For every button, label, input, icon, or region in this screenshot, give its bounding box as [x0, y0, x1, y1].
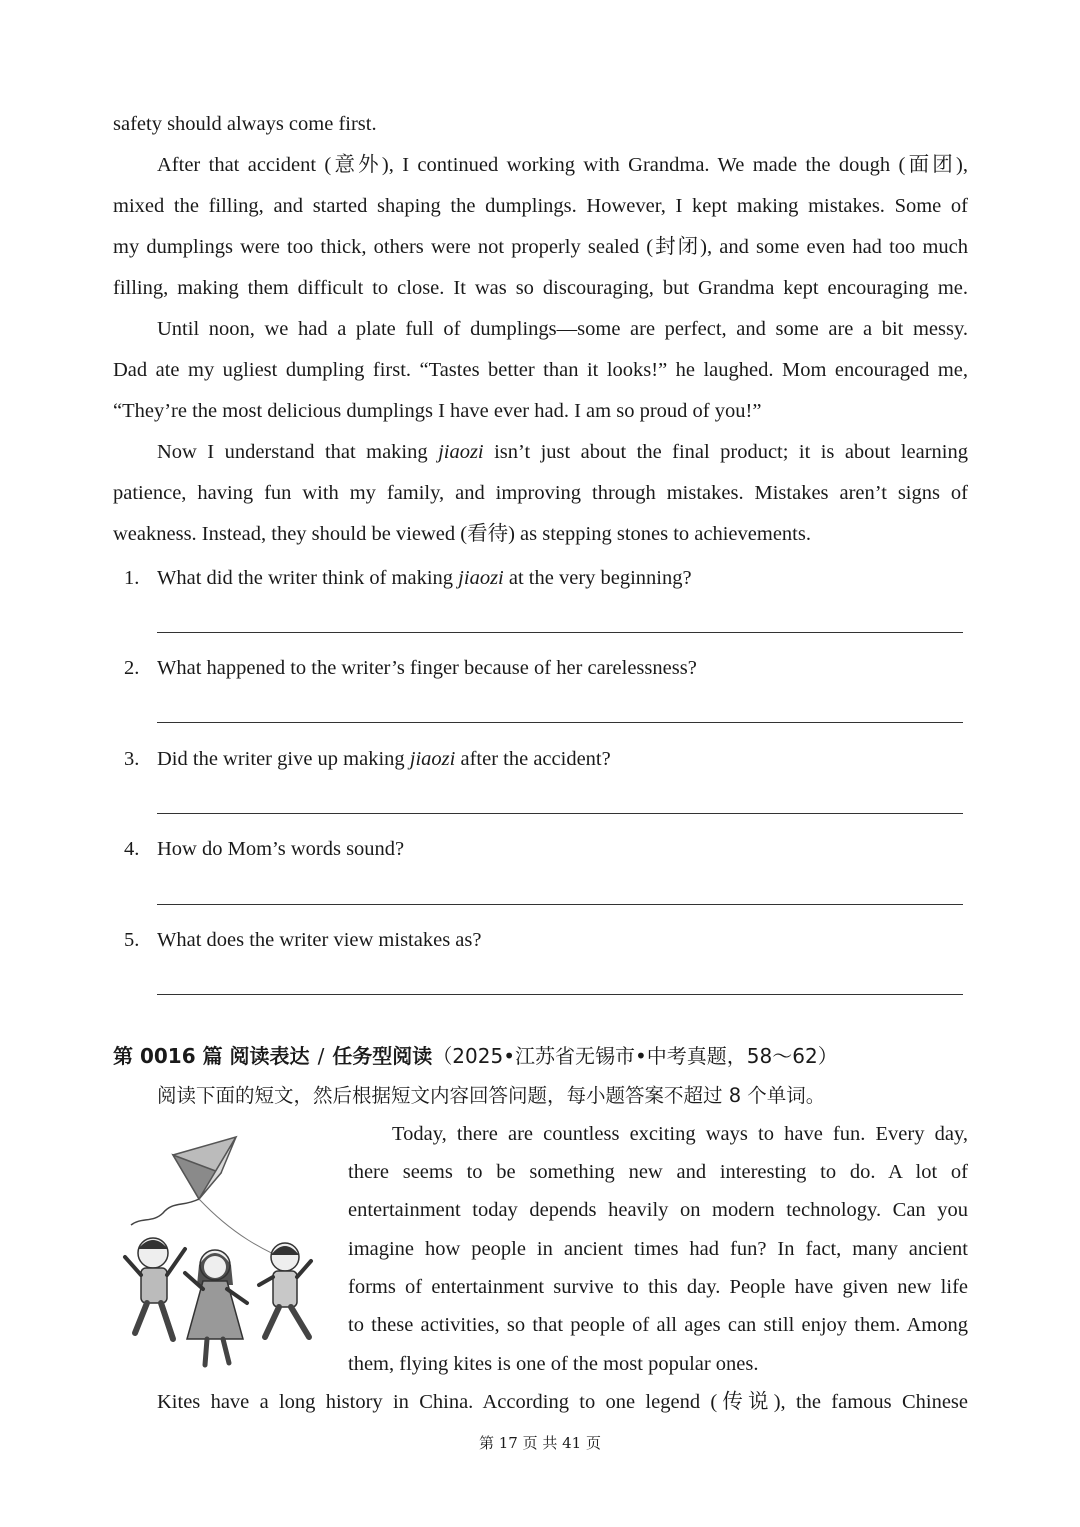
passage-line: my dumplings were too thick, others were not properly sealed (封闭), and some even had too much	[113, 236, 968, 258]
answer-line-3[interactable]	[157, 813, 963, 814]
passage-line: to these activities, so that people of all ages can still enjoy them. Among	[348, 1314, 968, 1336]
girl-figure	[259, 1243, 311, 1337]
passage-line: Kites have a long history in China. According to one legend (传说), the famous Chinese	[157, 1391, 968, 1413]
passage-line: filling, making them difficult to close. It was so discouraging, but Grandma kept encouraging me.	[113, 277, 968, 299]
passage-line: patience, having fun with my family, and improving through mistakes. Mistakes aren’t signs of	[113, 482, 968, 504]
passage-line: Dad ate my ugliest dumpling first. “Tastes better than it looks!” he laughed. Mom encouraged me,	[113, 359, 968, 381]
passage-line: safety should always come first.	[113, 113, 377, 135]
passage-line: imagine how people in ancient times had fun? In fact, many ancient	[348, 1238, 968, 1260]
passage-line: “They’re the most delicious dumplings I have ever had. I am so proud of you!”	[113, 400, 762, 422]
passage-line: forms of entertainment survive to this day. People have given new life	[348, 1276, 968, 1298]
children-flying-kite-illustration	[113, 1125, 333, 1375]
passage-line: there seems to be something new and interesting to do. A lot of	[348, 1161, 968, 1183]
question-5: 5. What does the writer view mistakes as?	[124, 929, 482, 951]
section-heading: 第 0016 篇 阅读表达 / 任务型阅读（2025•江苏省无锡市•中考真题，58～62）	[113, 1044, 838, 1068]
question-4: 4. How do Mom’s words sound?	[124, 838, 405, 860]
question-2: 2. What happened to the writer’s finger because of her carelessness?	[124, 657, 697, 679]
passage-line: them, flying kites is one of the most popular ones.	[348, 1353, 759, 1375]
passage-line: Today, there are countless exciting ways to have fun. Every day,	[392, 1123, 968, 1145]
section-instruction: 阅读下面的短文，然后根据短文内容回答问题，每小题答案不超过 8 个单词。	[157, 1084, 826, 1107]
answer-line-4[interactable]	[157, 904, 963, 905]
question-3: 3. Did the writer give up making jiaozi after the accident?	[124, 748, 611, 770]
answer-line-5[interactable]	[157, 994, 963, 995]
passage-line: After that accident (意外), I continued working with Grandma. We made the dough (面团),	[157, 154, 968, 176]
girl-figure	[185, 1250, 247, 1365]
passage-line: weakness. Instead, they should be viewed (看待) as stepping stones to achievements.	[113, 523, 811, 545]
passage-line: entertainment today depends heavily on modern technology. Can you	[348, 1199, 968, 1221]
answer-line-2[interactable]	[157, 722, 963, 723]
passage-line: Until noon, we had a plate full of dumplings—some are perfect, and some are a bit messy.	[157, 318, 968, 340]
question-1: 1. What did the writer think of making jiaozi at the very beginning?	[124, 567, 692, 589]
page-number: 第 17 页 共 41 页	[478, 1434, 601, 1452]
answer-line-1[interactable]	[157, 632, 963, 633]
boy-figure	[125, 1238, 185, 1339]
passage-line: mixed the filling, and started shaping the dumplings. However, I kept making mistakes. Some of	[113, 195, 968, 217]
passage-line: Now I understand that making jiaozi isn’t just about the final product; it is about learning	[157, 441, 968, 463]
